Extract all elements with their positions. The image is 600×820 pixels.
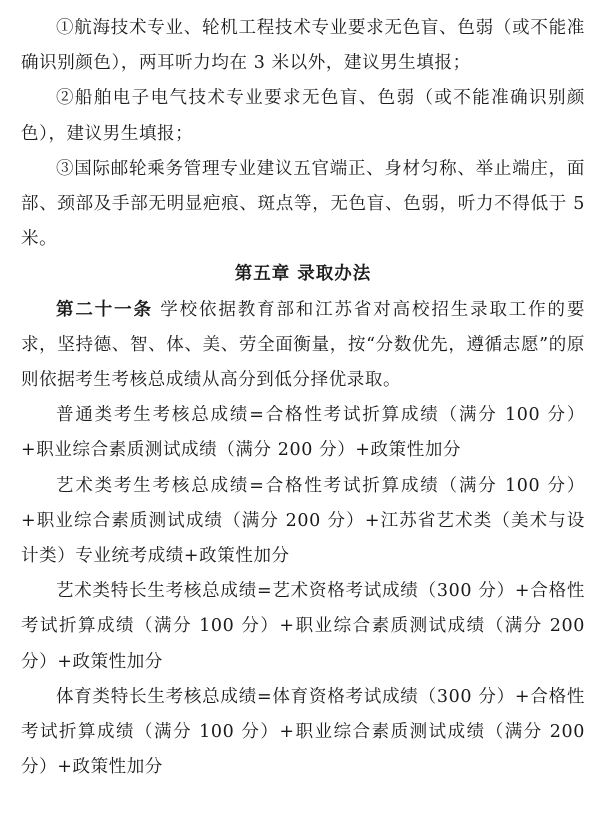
formula-sports-special: 体育类特长生考核总成绩=体育资格考试成绩（300 分）+合格性考试折算成绩（满分 100 分）+职业综合素质测试成绩（满分 200 分）+政策性加分: [21, 686, 585, 778]
chapter-heading: 第五章 录取办法: [234, 264, 372, 285]
requirement-item-1: ①航海技术专业、轮机工程技术专业要求无色盲、色弱（或不能准确识别颜色），两耳听力均在 3 米以外，建议男生填报；: [21, 18, 585, 74]
requirement-item-3: ③国际邮轮乘务管理专业建议五官端正、身材匀称、举止端庄，面部、颈部及手部无明显疤痕、斑点等，无色盲、色弱，听力不得低于 5 米。: [21, 158, 585, 250]
article-text: 学校依据教育部和江苏省对高校招生录取工作的要求，坚持德、智、体、美、劳全面衡量，按“分数优先，遵循志愿”的原则依据考生考核总成绩从高分到低分择优录取。: [21, 299, 585, 391]
article-number: 第二十一条: [56, 299, 153, 320]
document-page: [21, 11, 585, 785]
article-21: [21, 293, 585, 399]
formula-general: 普通类考生考核总成绩=合格性考试折算成绩（满分 100 分）+职业综合素质测试成绩（满分 200 分）+政策性加分: [21, 405, 585, 461]
formula-art: 艺术类考生考核总成绩=合格性考试折算成绩（满分 100 分）+职业综合素质测试成绩（满分 200 分）+江苏省艺术类（美术与设计类）专业统考成绩+政策性加分: [21, 475, 585, 567]
formula-art-special: 艺术类特长生考核总成绩=艺术资格考试成绩（300 分）+合格性考试折算成绩（满分 100 分）+职业综合素质测试成绩（满分 200 分）+政策性加分: [21, 581, 585, 672]
requirement-item-2: ②船舶电子电气技术专业要求无色盲、色弱（或不能准确识别颜色），建议男生填报；: [21, 88, 585, 144]
